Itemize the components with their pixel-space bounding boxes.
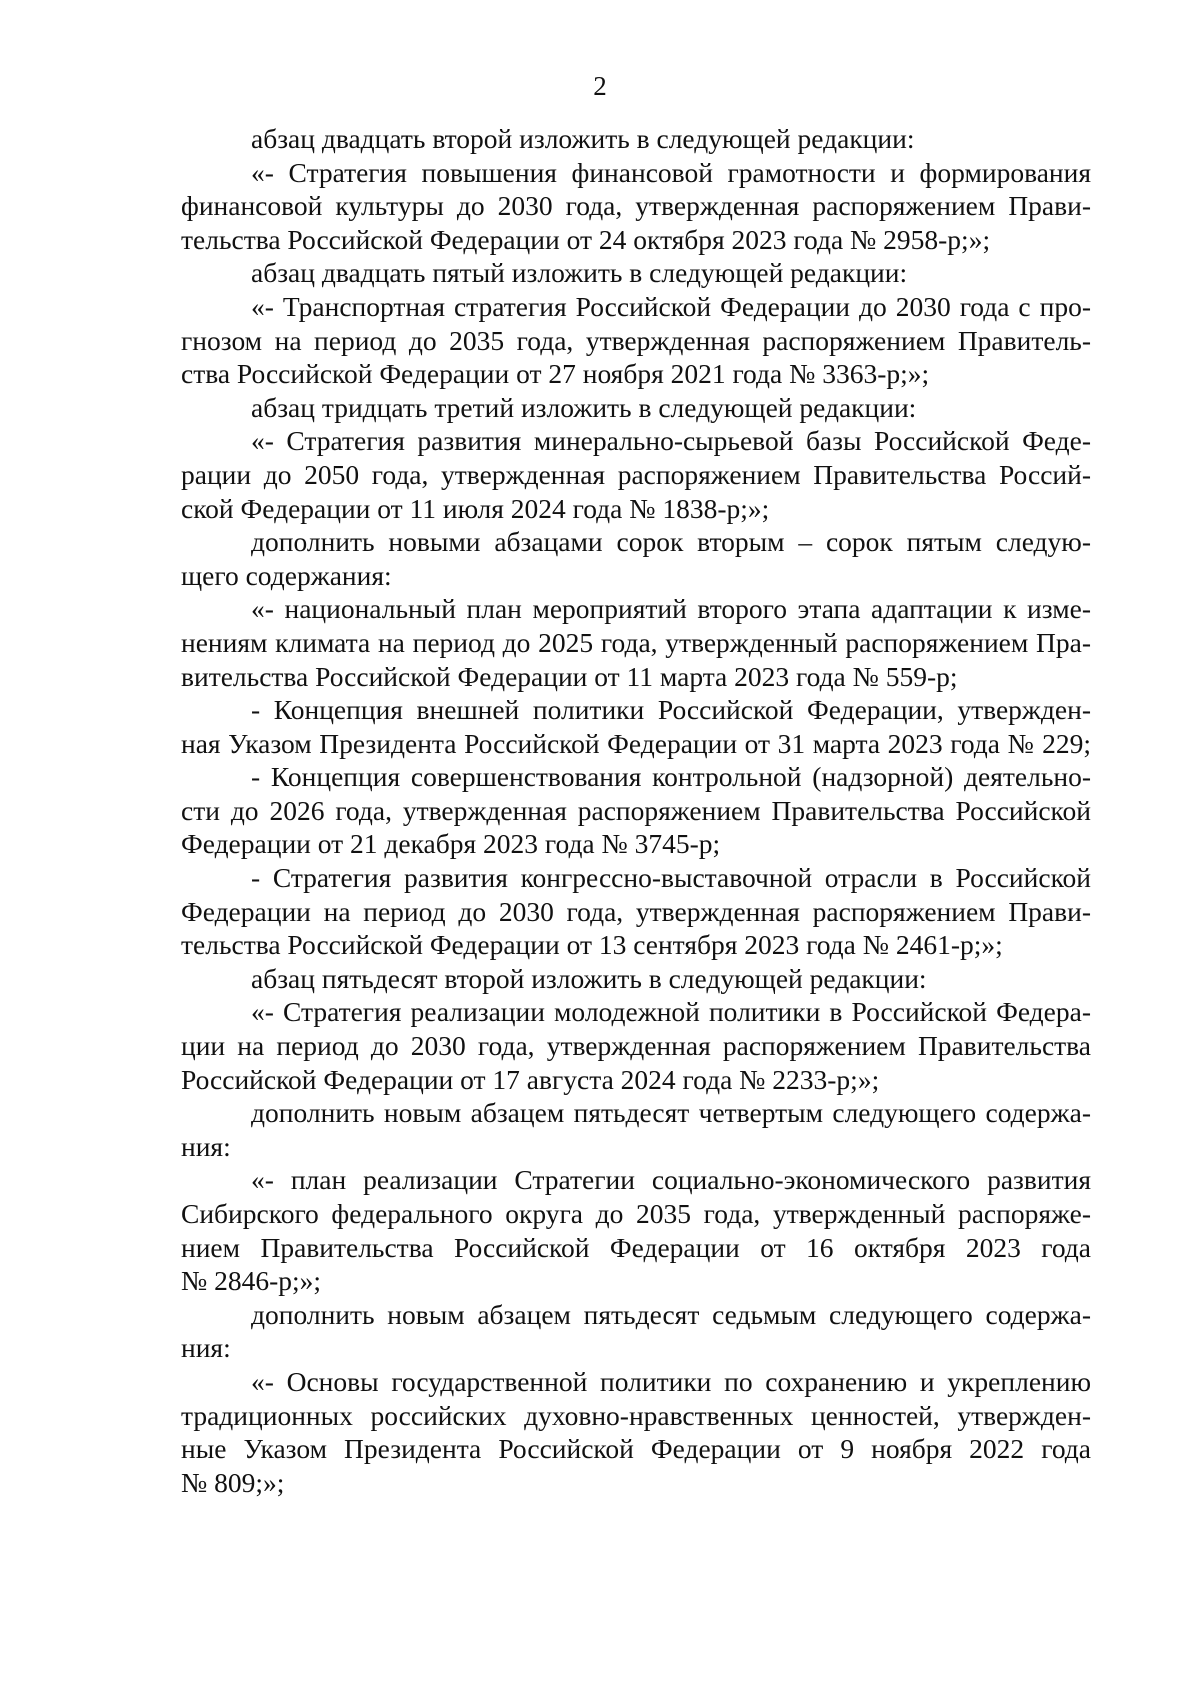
paragraph (181, 1096, 1091, 1163)
text-line: абзац пятьдесят второй изложить в следующей редакции: (251, 962, 927, 994)
text-line: ской Федерации от 11 июля 2024 года № 1838-р;»; (181, 492, 770, 524)
text-line: гнозом на период до 2035 года, утвержденная распоряжением Правитель- (181, 324, 1091, 356)
text-line: «- Стратегия развития минерально-сырьевой базы Российской Феде- (251, 425, 1091, 457)
paragraph (181, 760, 1091, 861)
paragraph (181, 525, 1091, 592)
text-line: ния: (181, 1130, 231, 1162)
text-line: «- национальный план мероприятий второго этапа адаптации к изме- (251, 593, 1091, 625)
text-line: «- Транспортная стратегия Российской Федерации до 2030 года с про- (251, 290, 1091, 322)
text-line: «- Основы государственной политики по сохранению и укреплению (251, 1365, 1091, 1397)
text-line: абзац двадцать пятый изложить в следующей редакции: (251, 257, 908, 289)
text-line: Федерации от 21 декабря 2023 года № 3745-р; (181, 828, 721, 860)
text-line: № 2846-р;»; (181, 1265, 322, 1297)
text-line: абзац тридцать третий изложить в следующей редакции: (251, 391, 917, 423)
text-line: тельства Российской Федерации от 24 октября 2023 года № 2958-р;»; (181, 223, 991, 255)
text-line: дополнить новыми абзацами сорок вторым – сорок пятым следую- (251, 526, 1091, 558)
text-line: Сибирского федерального округа до 2035 года, утвержденный распоряже- (181, 1198, 1091, 1229)
text-line: финансовой культуры до 2030 года, утвержденная распоряжением Прави- (181, 190, 1091, 222)
text-line: Федерации на период до 2030 года, утвержденная распоряжением Прави- (181, 895, 1091, 927)
paragraph (181, 1163, 1091, 1297)
text-line: ства Российской Федерации от 27 ноября 2021 года № 3363-р;»; (181, 358, 930, 390)
paragraph (181, 391, 1091, 425)
text-line: рации до 2050 года, утвержденная распоряжением Правительства Россий- (181, 458, 1091, 490)
paragraph (181, 122, 1091, 156)
text-line: - Концепция совершенствования контрольной (надзорной) деятельно- (251, 761, 1091, 793)
paragraph (181, 290, 1091, 391)
text-line: ции на период до 2030 года, утвержденная распоряжением Правительства (181, 1030, 1091, 1062)
text-line: ния: (181, 1332, 231, 1364)
text-line: «- Стратегия реализации молодежной политики в Российской Федера- (251, 996, 1091, 1028)
paragraph (181, 861, 1091, 962)
text-line: Российской Федерации от 17 августа 2024 года № 2233-р;»; (181, 1063, 880, 1095)
text-line: ные Указом Президента Российской Федерации от 9 ноября 2022 года (181, 1433, 1091, 1465)
text-line: абзац двадцать второй изложить в следующей редакции: (251, 123, 915, 154)
document-body (181, 122, 1091, 1499)
paragraph (181, 693, 1091, 760)
paragraph (181, 156, 1091, 257)
text-line: сти до 2026 года, утвержденная распоряжением Правительства Российской (181, 794, 1091, 826)
text-line: нием Правительства Российской Федерации от 16 октября 2023 года (181, 1231, 1091, 1263)
text-line: дополнить новым абзацем пятьдесят седьмым следующего содержа- (251, 1298, 1091, 1330)
page-number: 2 (593, 71, 607, 101)
paragraph (181, 1365, 1091, 1499)
text-line: дополнить новым абзацем пятьдесят четвертым следующего содержа- (251, 1097, 1091, 1129)
paragraph (181, 256, 1091, 290)
text-line: вительства Российской Федерации от 11 марта 2023 года № 559-р; (181, 660, 958, 692)
paragraph (181, 1298, 1091, 1365)
text-line: ная Указом Президента Российской Федерации от 31 марта 2023 года № 229; (181, 727, 1091, 759)
text-line: «- Стратегия повышения финансовой грамотности и формирования (251, 156, 1091, 188)
paragraph (181, 962, 1091, 996)
paragraph (181, 424, 1091, 525)
text-line: «- план реализации Стратегии социально-экономического развития (251, 1164, 1091, 1196)
text-line: тельства Российской Федерации от 13 сентября 2023 года № 2461-р;»; (181, 929, 1003, 961)
text-line: нениям климата на период до 2025 года, утвержденный распоряжением Пра- (181, 626, 1091, 658)
text-line: - Концепция внешней политики Российской Федерации, утвержден- (251, 694, 1091, 726)
text-line: - Стратегия развития конгрессно-выставочной отрасли в Российской (251, 862, 1091, 894)
text-line: традиционных российских духовно-нравственных ценностей, утвержден- (181, 1399, 1091, 1431)
paragraph (181, 995, 1091, 1096)
text-line: № 809;»; (181, 1466, 285, 1498)
paragraph (181, 592, 1091, 693)
text-line: щего содержания: (181, 559, 392, 591)
